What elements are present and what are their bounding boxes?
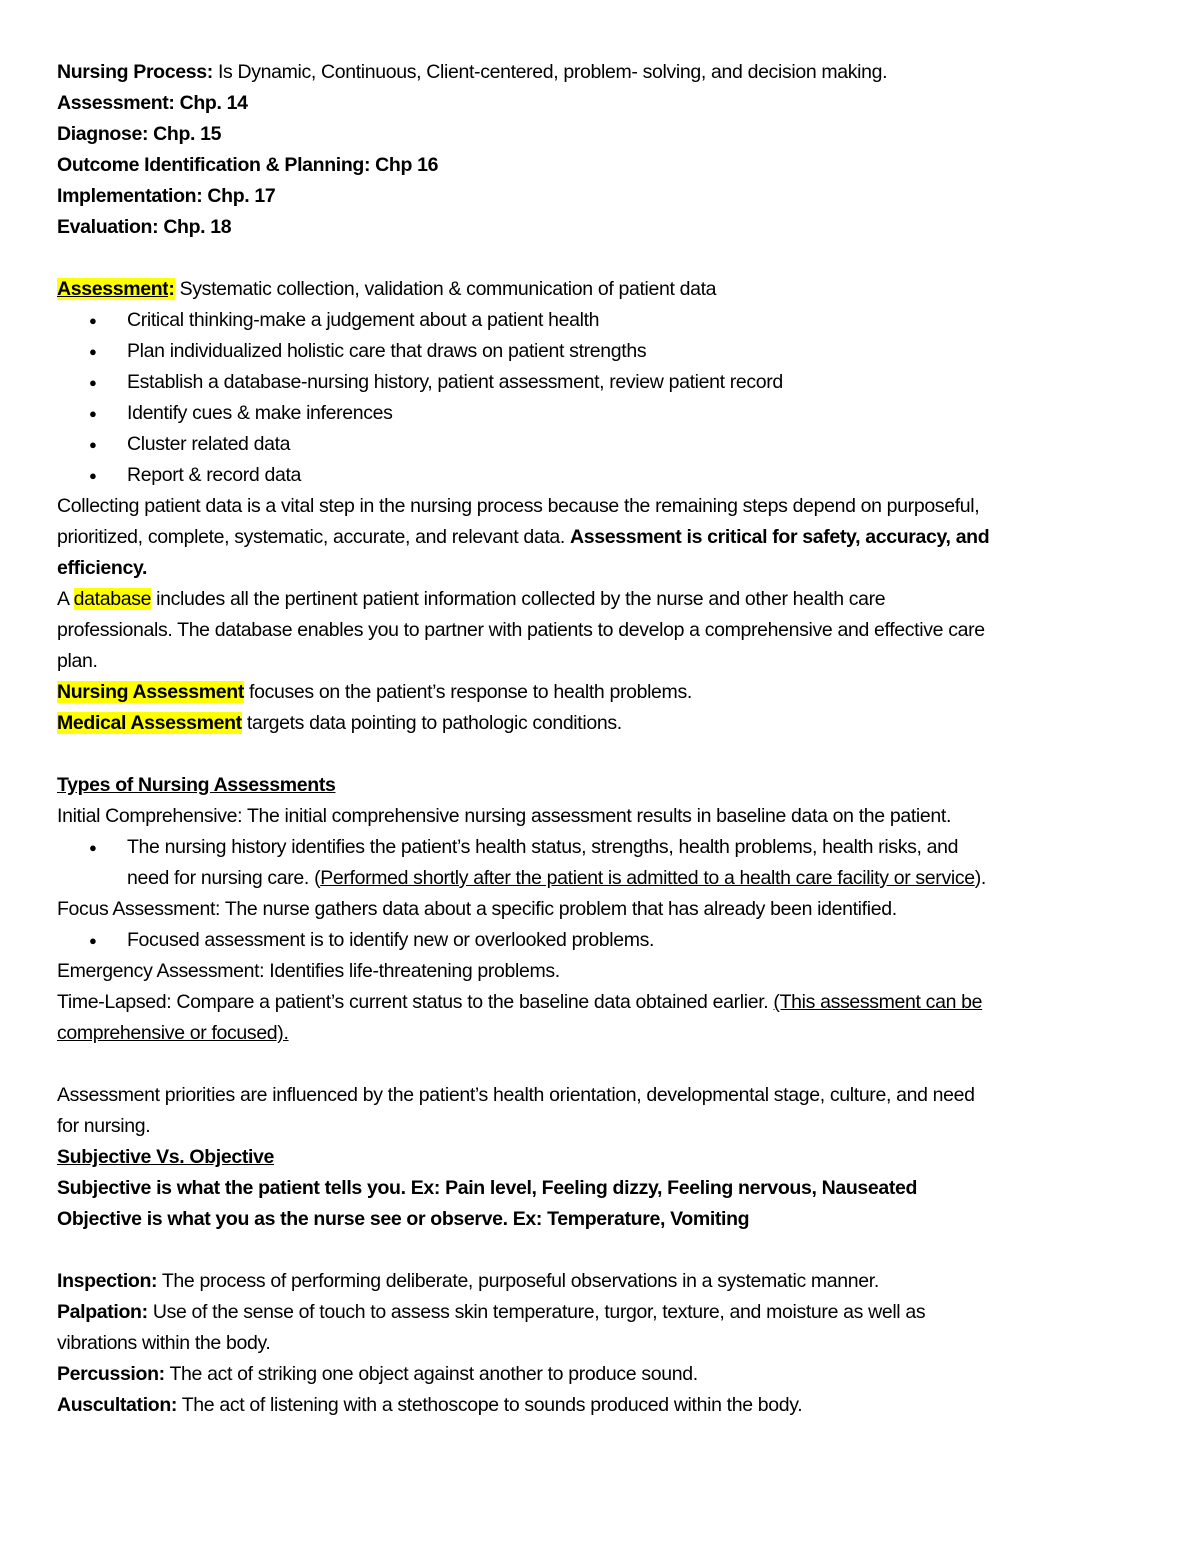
assessment-definition <box>57 274 1147 305</box>
technique-def: The act of listening with a stethoscope to sounds produced within the body. <box>177 1394 803 1416</box>
time-lapsed-underlined: (This assessment can be <box>773 991 983 1013</box>
step-label: Implementation: Chp. 17 <box>57 185 276 207</box>
step-diagnose <box>57 119 1147 150</box>
technique-def: The process of performing deliberate, purposeful observations in a systematic manner. <box>157 1270 879 1292</box>
medical-assessment-line <box>57 708 1147 739</box>
list-item: ● Critical thinking-make a judgement about a patient health <box>57 305 1147 336</box>
step-label: Diagnose: Chp. 15 <box>57 123 222 145</box>
spacer <box>57 1235 1147 1266</box>
list-item: ● Establish a database-nursing history, patient assessment, review patient record <box>57 367 1147 398</box>
assessment-def: Systematic collection, validation & communication of patient data <box>174 278 717 300</box>
list-item-text: The nursing history identifies the patient’s health status, strengths, health problems, health risks, and <box>127 836 959 858</box>
medical-assessment-term: Medical Assessment <box>57 712 242 734</box>
types-heading <box>57 770 1147 801</box>
database-text: A <box>57 588 74 610</box>
palpation-line: vibrations within the body. <box>57 1332 271 1354</box>
technique-def: Use of the sense of touch to assess skin temperature, turgor, texture, and moisture as well as <box>147 1301 926 1323</box>
objective-text: Objective is what you as the nurse see or observe. Ex: Temperature, Vomiting <box>57 1208 750 1230</box>
list-item-underlined: Performed shortly after the patient is admitted to a health care facility or service <box>320 867 975 889</box>
section-heading: Subjective Vs. Objective <box>57 1146 275 1168</box>
technique-term: Auscultation: <box>57 1394 178 1416</box>
database-text: includes all the pertinent patient information collected by the nurse and other health care <box>151 588 886 610</box>
list-item: ● Plan individualized holistic care that draws on patient strengths <box>57 336 1147 367</box>
spacer <box>57 1049 1147 1080</box>
objective-line <box>57 1204 1147 1235</box>
technique-term: Percussion: <box>57 1363 165 1385</box>
paragraph-line <box>57 553 1147 584</box>
list-item: ● Cluster related data <box>57 429 1147 460</box>
step-label: Outcome Identification & Planning: Chp 16 <box>57 154 439 176</box>
step-label: Assessment: Chp. 14 <box>57 92 248 114</box>
database-line <box>57 584 1147 615</box>
step-assessment <box>57 88 1147 119</box>
nursing-process-title: Nursing Process: <box>57 61 213 83</box>
step-implementation <box>57 181 1147 212</box>
paragraph-line <box>57 522 1147 553</box>
percussion-line <box>57 1359 1147 1390</box>
database-term: database <box>73 588 152 610</box>
technique-def: The act of striking one object against another to produce sound. <box>164 1363 698 1385</box>
list-item: ● Report & record data <box>57 460 1147 491</box>
list-item-text: ). <box>974 867 986 889</box>
palpation-line <box>57 1297 1147 1328</box>
focus-line: Focus Assessment: The nurse gathers data about a specific problem that has already been identified. <box>57 898 897 920</box>
subjective-heading <box>57 1142 1147 1173</box>
assessment-term: Assessment <box>57 278 169 300</box>
document-page <box>57 57 1147 1421</box>
emergency-line: Emergency Assessment: Identifies life-threatening problems. <box>57 960 560 982</box>
step-label: Evaluation: Chp. 18 <box>57 216 232 238</box>
time-lapsed-line <box>57 1018 1147 1049</box>
spacer <box>57 243 1147 274</box>
medical-assessment-def: targets data pointing to pathologic conditions. <box>241 712 622 734</box>
inspection-line <box>57 1266 1147 1297</box>
step-evaluation <box>57 212 1147 243</box>
database-line: professionals. The database enables you to partner with patients to develop a comprehensive and effective care <box>57 619 985 641</box>
subjective-text: Subjective is what the patient tells you. Ex: Pain level, Feeling dizzy, Feeling nervous, Nauseated <box>57 1177 918 1199</box>
initial-bullets <box>57 832 1147 894</box>
nursing-assessment-line <box>57 677 1147 708</box>
technique-term: Palpation: <box>57 1301 148 1323</box>
time-lapsed-text: Time-Lapsed: Compare a patient’s current status to the baseline data obtained earlier. <box>57 991 774 1013</box>
time-lapsed-underlined: comprehensive or focused). <box>57 1022 289 1044</box>
nursing-assessment-term: Nursing Assessment <box>57 681 244 703</box>
list-item <box>57 832 1147 894</box>
priorities-line: Assessment priorities are influenced by the patient’s health orientation, developmental stage, culture, and need <box>57 1084 975 1106</box>
paragraph-text: prioritized, complete, systematic, accurate, and relevant data. <box>57 526 571 548</box>
initial-line: Initial Comprehensive: The initial comprehensive nursing assessment results in baseline data on the patient. <box>57 805 952 827</box>
step-planning <box>57 150 1147 181</box>
time-lapsed-line <box>57 987 1147 1018</box>
list-item: ● Identify cues & make inferences <box>57 398 1147 429</box>
spacer <box>57 739 1147 770</box>
list-item: ● Focused assessment is to identify new or overlooked problems. <box>57 925 1147 956</box>
assessment-bullets <box>57 305 1147 491</box>
list-item-text: need for nursing care. ( <box>127 867 321 889</box>
auscultation-line <box>57 1390 1147 1421</box>
section-heading: Types of Nursing Assessments <box>57 774 336 796</box>
paragraph-line: Collecting patient data is a vital step in the nursing process because the remaining steps depend on purposeful, <box>57 495 980 517</box>
assessment-colon: : <box>168 278 175 300</box>
nursing-assessment-def: focuses on the patient’s response to health problems. <box>243 681 692 703</box>
paragraph-bold: efficiency. <box>57 557 148 579</box>
nursing-process-line <box>57 57 1147 88</box>
paragraph-bold: Assessment is critical for safety, accuracy, and <box>570 526 990 548</box>
focus-bullets <box>57 925 1147 956</box>
technique-term: Inspection: <box>57 1270 158 1292</box>
database-line: plan. <box>57 650 98 672</box>
nursing-process-desc: Is Dynamic, Continuous, Client-centered, problem- solving, and decision making. <box>212 61 888 83</box>
priorities-line: for nursing. <box>57 1115 151 1137</box>
subjective-line <box>57 1173 1147 1204</box>
